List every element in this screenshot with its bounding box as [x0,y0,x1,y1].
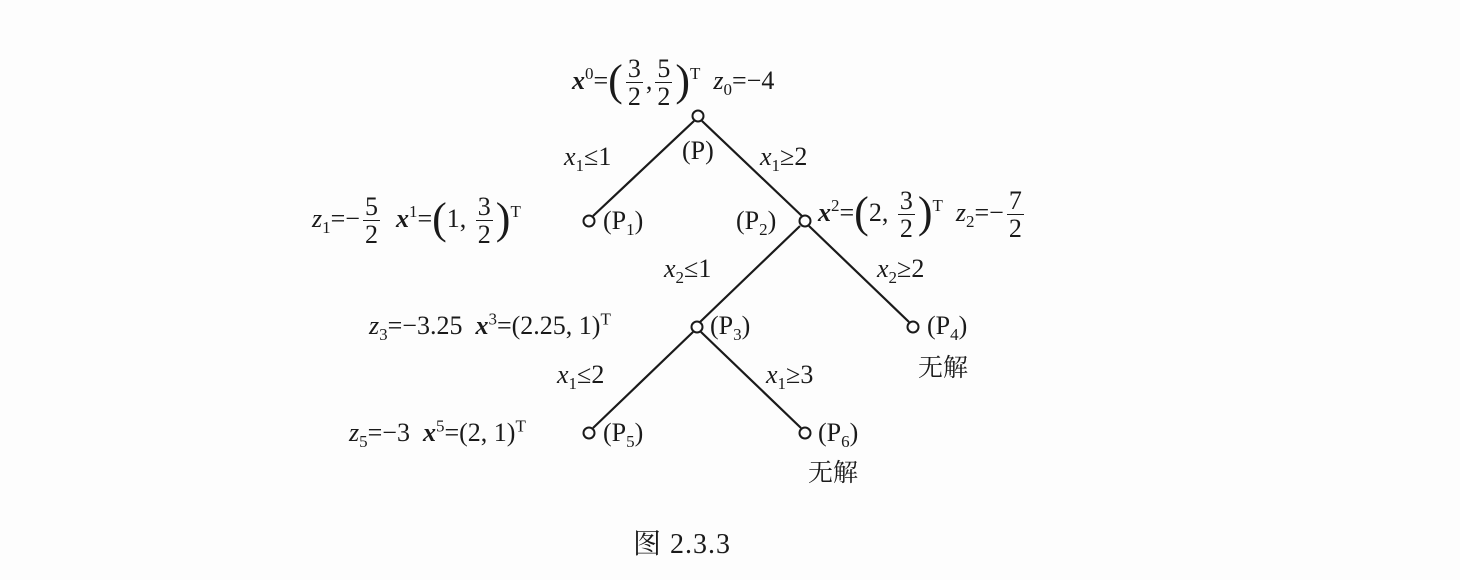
edge-p2-p3-constraint: $x_2\le 1$ [664,254,712,288]
node-p6 [800,428,811,439]
node-p4-note: 无解 [918,353,969,382]
node-p [693,111,704,122]
node-p2-label: $(P_2)$ [736,206,777,240]
edge-p2-p4-constraint: $x_2\ge 2$ [877,254,925,288]
node-p4-label: $(P_4)$ [927,311,968,345]
node-p1-label: $(P_1)$ [603,206,644,240]
node-p5-label: $(P_5)$ [603,418,644,452]
node-p2 [800,216,811,227]
node-p5 [584,428,595,439]
edge-p-p1-constraint: $x_1\le 1$ [564,142,612,176]
edge-p3-p5-constraint: $x_1\le 2$ [557,360,605,394]
node-p3-solution: $z_3=-3.25$ $x^3=(2.25$, 1)$^T$ [369,309,611,345]
edge-p3-p6-constraint: $x_1\ge 3$ [766,360,814,394]
node-p-solution: $x^0=$( $\frac{3}{2}$ , $\frac{5}{2}$ )$^T$ $z_0=-4$ [572,54,775,112]
node-p1 [584,216,595,227]
edge-p2-p3 [700,226,800,322]
node-p4 [908,322,919,333]
node-p-label: (P) [682,136,714,165]
node-p3-label: $(P_3)$ [710,311,751,345]
edge-p3-p5 [593,332,693,428]
node-p2-solution: $x^2=(2$, $\frac{3}{2}$ )$^T$ $z_2=-$ $\frac{7}{2}$ [818,186,1022,244]
node-p1-solution: $z_1=-$ $\frac{5}{2}$ $x^1=(1$, $\frac{3}{2}$ )$^T$ [312,192,521,250]
node-p6-note: 无解 [808,458,859,487]
edge-p-p2-constraint: $x_1\ge 2$ [760,142,808,176]
node-p5-solution: $z_5=-3$ $x^5=(2$, 1)$^T$ [349,416,526,452]
figure-caption: 图 2.3.3 [633,529,732,560]
node-p6-label: $(P_6)$ [818,418,859,452]
node-p3 [692,322,703,333]
